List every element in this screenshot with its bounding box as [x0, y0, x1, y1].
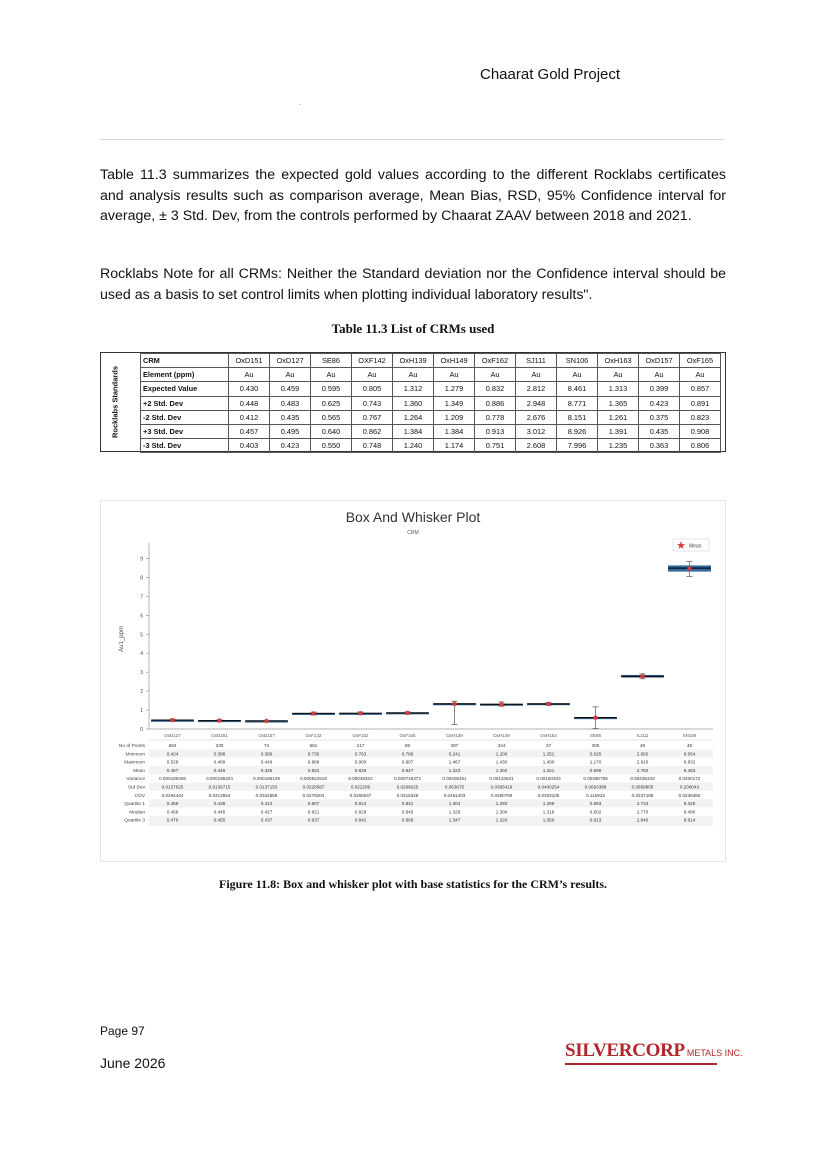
table-cell: 0.423	[639, 396, 680, 410]
stats-cell: 0.200043	[679, 784, 700, 790]
table-row	[141, 424, 721, 438]
stats-cell: 2.840	[636, 817, 649, 823]
table-header-cell: SJ111	[516, 354, 557, 368]
table-header-cell: SE86	[311, 354, 352, 368]
paragraph-rocklabs-note: Rocklabs Note for all CRMs: Neither the Standard deviation nor the Confidence interval should be used as a basis to set control limits when plotting individual laboratory results".	[100, 266, 726, 303]
table-cell: 0.550	[311, 439, 352, 453]
y-tick-label: 2	[140, 689, 143, 696]
x-tick-label: OxD157	[258, 733, 275, 738]
mean-marker	[546, 702, 550, 706]
stats-cell: 74	[263, 743, 270, 748]
stats-cell: 0.763	[354, 751, 367, 757]
table-cell: 8.926	[557, 424, 598, 438]
table-cell: 0.495	[270, 424, 311, 438]
header-divider	[100, 139, 724, 140]
legend-mean-marker: ★	[676, 540, 686, 552]
table-cell: 0.743	[352, 396, 393, 410]
stats-row-label: Std Dev	[127, 785, 145, 791]
stats-cell: 0.00480788	[583, 776, 608, 782]
footer-date: June 2026	[100, 1055, 166, 1071]
chart-title: Box And Whisker Plot	[345, 509, 481, 525]
stats-row-label: Variance	[126, 777, 145, 783]
stats-cell: 0.0400254	[537, 784, 560, 790]
stats-cell: 8.463	[683, 767, 696, 773]
stats-cell: 0.821	[307, 809, 320, 815]
table-cell: 0.751	[475, 439, 516, 453]
mean-marker	[170, 718, 174, 722]
table-cell: 8.771	[557, 396, 598, 410]
stats-cell: 0.476	[166, 817, 179, 823]
stats-cell: 0.598	[589, 767, 602, 773]
table-element-cell: Au	[352, 368, 393, 382]
table-cell: 0.767	[352, 410, 393, 424]
table-cell: 0.640	[311, 424, 352, 438]
mean-marker	[640, 674, 644, 678]
figure-caption: Figure 11.8: Box and whisker plot with base statistics for the CRM’s results.	[218, 877, 607, 891]
stats-cell: 0.807	[307, 801, 320, 807]
stats-cell: 0.00049324	[348, 776, 373, 782]
x-tick-label: OxF165	[399, 733, 416, 738]
x-tick-label: OxD127	[164, 733, 181, 738]
table-header-cell: SN106	[557, 354, 598, 368]
table-cell: 1.235	[598, 439, 639, 453]
chart-frame	[100, 500, 726, 862]
table-element-cell: Au	[434, 368, 475, 382]
stats-cell: 0.842	[354, 817, 367, 823]
y-tick-label: 5	[140, 632, 143, 639]
x-tick-label: OxH139	[446, 733, 463, 738]
stats-row-label: Quartile 3	[124, 818, 145, 824]
table-cell: 0.483	[270, 396, 311, 410]
stats-row-label: COV	[134, 793, 145, 799]
y-tick-label: 1	[140, 708, 143, 715]
stats-cell: 0.449	[260, 759, 273, 765]
table-element-cell: Au	[475, 368, 516, 382]
header-dot: .	[299, 98, 302, 107]
stats-cell: 0.602	[589, 809, 602, 815]
table-cell: 0.778	[475, 410, 516, 424]
stats-cell: 0.459	[166, 801, 179, 807]
stats-cell: 48	[686, 743, 693, 748]
stats-cell: 0.000718372	[394, 776, 421, 782]
stats-cell: 0.0322559	[255, 792, 278, 798]
mean-marker	[264, 719, 268, 723]
stats-cell: 1.467	[448, 759, 461, 765]
stats-cell: 37	[545, 743, 552, 748]
table-element-cell: Au	[639, 368, 680, 382]
table-cell: 0.832	[475, 382, 516, 396]
stats-cell: 1.304	[448, 801, 461, 807]
stats-cell: 2.734	[636, 801, 649, 807]
stats-cell: 1.321	[542, 767, 555, 773]
table-cell: 2.948	[516, 396, 557, 410]
stats-cell: 0.437	[260, 817, 273, 823]
stats-cell: 0.837	[307, 817, 320, 823]
stats-cell: 1.251	[542, 751, 555, 757]
company-logo	[565, 1040, 743, 1062]
stats-cell: 1.328	[448, 809, 461, 815]
stats-cell: 0.0365419	[490, 784, 513, 790]
stats-cell: 0.00405451	[442, 776, 467, 782]
stats-cell: 1.302	[495, 767, 508, 773]
x-tick-label: SJ111	[636, 733, 649, 738]
y-tick-label: 7	[140, 594, 143, 601]
stats-cell: 0.0236382	[678, 792, 701, 798]
stats-cell: 344	[497, 743, 506, 748]
table-cell: 8.461	[557, 382, 598, 396]
stats-cell: 8.325	[683, 801, 696, 807]
table-element-cell: Au	[393, 368, 434, 382]
stats-cell: 0.869	[401, 817, 414, 823]
table-row-label: +3 Std. Dev	[141, 424, 229, 438]
stats-cell: 0.0659805	[631, 784, 654, 790]
table-cell: 0.595	[311, 382, 352, 396]
table-row-label: -2 Std. Dev	[141, 410, 229, 424]
stats-cell: 0.398	[213, 751, 226, 757]
stats-cell: 0.386	[260, 751, 273, 757]
mean-marker	[311, 711, 315, 715]
stats-cell: 584	[168, 743, 177, 748]
stats-cell: 0.528	[166, 759, 179, 765]
stats-cell: 1.280	[495, 801, 508, 807]
stats-cell: 0.000522519	[300, 776, 327, 782]
stats-cell: 0.735	[307, 751, 320, 757]
table-cell: 7.996	[557, 439, 598, 453]
table-cell: 0.625	[311, 396, 352, 410]
table-cell: 2.676	[516, 410, 557, 424]
stats-row-label: Median	[129, 810, 145, 816]
stats-cell: 0.00435343	[630, 776, 655, 782]
table-element-cell: Au	[598, 368, 639, 382]
stats-cell: 2.650	[636, 751, 649, 757]
table-cell: 0.459	[270, 382, 311, 396]
stats-cell: 2.782	[636, 767, 649, 773]
table-header-cell: OxD151	[229, 354, 270, 368]
table-row-label: -3 Std. Dev	[141, 439, 229, 453]
table-row-label: +2 Std. Dev	[141, 396, 229, 410]
stats-cell: 0.847	[401, 767, 414, 773]
table-cell: 0.862	[352, 424, 393, 438]
stats-cell: 0.613	[589, 817, 602, 823]
stats-cell: 8.054	[683, 751, 696, 757]
table-cell: 1.391	[598, 424, 639, 438]
stats-cell: 8.614	[683, 817, 696, 823]
table-header-cell: OxH139	[393, 354, 434, 368]
side-label: Rocklabs Standards	[110, 365, 120, 439]
stats-cell: 2.910	[636, 759, 649, 765]
table-cell: 1.365	[598, 396, 639, 410]
stats-cell: 0.0278204	[302, 792, 325, 798]
y-tick-label: 0	[140, 727, 143, 733]
table-row	[141, 439, 721, 453]
stats-cell: 0.0137153	[255, 784, 278, 790]
mean-marker	[499, 702, 503, 706]
table-header-cell: OxH149	[434, 354, 475, 368]
table-cell: 1.240	[393, 439, 434, 453]
table-cell: 0.399	[639, 382, 680, 396]
stats-cell: 0.0280759	[490, 792, 513, 798]
stats-row-label: Quartile 1	[124, 802, 145, 808]
y-tick-label: 3	[140, 670, 143, 677]
table-cell: 0.363	[639, 439, 680, 453]
y-tick-label: 8	[140, 575, 143, 582]
table-header-cell: OXF142	[352, 354, 393, 368]
table-header-cell: OxF162	[475, 354, 516, 368]
mean-marker	[452, 702, 456, 706]
paragraph-summary: Table 11.3 summarizes the expected gold values according to the different Rocklabs certificates and analysis results such as comparison average, Mean Bias, RSD, 95% Confidence interval for average, ± 3 Std. Dev, from the controls performed by Chaarat ZAAV between 2018 and 2021.	[100, 167, 726, 224]
page-number: Page 97	[100, 1024, 145, 1038]
stats-row-band	[149, 816, 713, 824]
table-row	[141, 396, 721, 410]
x-tick-label: SE86	[589, 733, 602, 738]
stats-cell: 0.000188109	[253, 776, 280, 782]
y-tick-label: 6	[140, 613, 143, 620]
table-cell: 0.891	[680, 396, 721, 410]
logo-sub: METALS INC.	[686, 1048, 743, 1058]
table-title: Table 11.3 List of CRMs used	[331, 321, 495, 336]
x-tick-label: OxH163	[540, 733, 557, 738]
mean-marker	[687, 566, 691, 570]
stats-cell: 230	[215, 743, 224, 748]
stats-cell: 0.489	[213, 759, 226, 765]
table-element-cell: Au	[311, 368, 352, 382]
stats-cell: 0.424	[166, 751, 179, 757]
stats-row-label: No of Points	[118, 744, 145, 749]
table-row	[141, 382, 721, 396]
stats-cell: 0.000189406	[159, 776, 186, 782]
table-row	[141, 410, 721, 424]
stats-cell: 0.0268047	[349, 792, 372, 798]
stats-cell: 0.0316326	[396, 792, 419, 798]
table-cell: 0.806	[680, 439, 721, 453]
x-tick-label: SN106	[682, 733, 697, 738]
table-cell: 1.312	[393, 382, 434, 396]
table-cell: 1.349	[434, 396, 475, 410]
stats-cell: 0.241	[448, 751, 461, 757]
table-cell: 3.012	[516, 424, 557, 438]
table-cell: 1.384	[393, 424, 434, 438]
table-header-row	[141, 354, 721, 368]
table-element-cell: Au	[229, 368, 270, 382]
table-cell: 1.313	[598, 382, 639, 396]
table-header-cell: OxH163	[598, 354, 639, 368]
table-cell: 1.264	[393, 410, 434, 424]
table-cell: 0.913	[475, 424, 516, 438]
table-cell: 1.360	[393, 396, 434, 410]
header-title: Chaarat Gold Project	[480, 66, 621, 83]
stats-cell: 0.593	[589, 801, 602, 807]
stats-cell: 0.0313554	[208, 792, 231, 798]
stats-cell: 0.467	[166, 767, 179, 773]
stats-row-band	[149, 783, 713, 791]
y-tick-label: 4	[140, 651, 143, 658]
table-cell: 0.457	[229, 424, 270, 438]
stats-row-label: Maximum	[124, 760, 145, 766]
stats-cell: 0.427	[260, 809, 273, 815]
table-cell: 0.435	[639, 424, 680, 438]
stats-cell: 0.00133531	[489, 776, 514, 782]
stats-cell: 0.00160203	[536, 776, 561, 782]
table-element-label: Element (ppm)	[141, 368, 229, 382]
x-tick-label: OxH149	[493, 733, 510, 738]
stats-cell: 1.350	[542, 817, 555, 823]
stats-cell: 0.446	[213, 767, 226, 773]
stats-cell: 0.829	[354, 767, 367, 773]
logo-main: SILVERCORP	[565, 1040, 685, 1061]
stats-cell: 0.425	[260, 767, 273, 773]
stats-cell: 0.022209	[350, 784, 371, 790]
stats-cell: 89	[404, 743, 411, 748]
stats-cell: 0.412	[260, 801, 273, 807]
stats-cell: 0.889	[307, 759, 320, 765]
table-header-cell: OxF165	[680, 354, 721, 368]
table-element-cell: Au	[557, 368, 598, 382]
stats-cell: 1.347	[448, 817, 461, 823]
stats-cell: 1.300	[495, 809, 508, 815]
stats-cell: 8.832	[683, 759, 696, 765]
table-cell: 1.174	[434, 439, 475, 453]
table-cell: 1.279	[434, 382, 475, 396]
table-cell: 0.857	[680, 382, 721, 396]
stats-cell: 0.025	[589, 751, 602, 757]
mean-marker	[593, 715, 597, 719]
stats-cell: 0.445	[213, 809, 226, 815]
x-tick-label: OxF142	[305, 733, 322, 738]
stats-cell: 2.770	[636, 809, 649, 815]
stats-cell: 1.200	[495, 751, 508, 757]
table-header-cell: OxD157	[639, 354, 680, 368]
stats-cell: 0.000195204	[206, 776, 233, 782]
stats-cell: 0.0693388	[584, 784, 607, 790]
table-header-label: CRM	[141, 354, 229, 368]
stats-cell: 1.319	[542, 809, 555, 815]
table-element-cell: Au	[270, 368, 311, 382]
table-cell: 0.430	[229, 382, 270, 396]
table-cell: 0.403	[229, 439, 270, 453]
stats-cell: 0.0137625	[161, 784, 184, 790]
stats-cell: 0.063675	[444, 784, 465, 790]
stats-cell: 0.831	[401, 801, 414, 807]
crm-table	[140, 353, 721, 453]
table-cell: 0.805	[352, 382, 393, 396]
stats-cell: 0.455	[213, 817, 226, 823]
logo-underline	[565, 1063, 717, 1065]
table-element-cell: Au	[516, 368, 557, 382]
stats-row-band	[149, 749, 713, 757]
stats-cell: 0.436	[213, 801, 226, 807]
box-whisker-chart	[101, 501, 725, 861]
stats-cell: 0.822	[307, 767, 320, 773]
mean-marker	[217, 718, 221, 722]
stats-cell: 0.0400172	[678, 776, 701, 782]
table-element-cell: Au	[680, 368, 721, 382]
table-cell: 0.823	[680, 410, 721, 424]
stats-cell: 387	[450, 743, 459, 748]
table-cell: 0.908	[680, 424, 721, 438]
legend-mean-label: Mean	[689, 543, 702, 550]
stats-cell: 0.900	[354, 759, 367, 765]
stats-cell: 0.115915	[586, 792, 605, 798]
table-cell: 2.608	[516, 439, 557, 453]
stats-cell: 1.400	[542, 759, 555, 765]
stats-cell: 1.170	[589, 759, 602, 765]
table-cell: 0.448	[229, 396, 270, 410]
stats-cell: 0.0237188	[631, 792, 654, 798]
stats-cell: 0.828	[354, 809, 367, 815]
stats-cell: 0.0294444	[161, 792, 184, 798]
table-cell: 2.812	[516, 382, 557, 396]
table-header-cell: OxD127	[270, 354, 311, 368]
table-element-row	[141, 368, 721, 382]
stats-cell: 1.323	[448, 767, 461, 773]
mean-marker	[358, 711, 362, 715]
chart-subtitle: CRM	[407, 530, 419, 536]
stats-cell: 0.0139715	[208, 784, 231, 790]
stats-cell: 0.468	[166, 809, 179, 815]
stats-cell: 217	[356, 743, 365, 748]
y-axis-label: Au1_ppm	[119, 626, 125, 652]
table-cell: 0.748	[352, 439, 393, 453]
stats-cell: 8.490	[683, 809, 696, 815]
stats-cell: 0.814	[354, 801, 367, 807]
table-cell: 0.412	[229, 410, 270, 424]
stats-cell: 0.786	[401, 751, 414, 757]
x-tick-label: OxF162	[352, 733, 369, 738]
stats-row-band	[149, 799, 713, 807]
stats-cell: 0.0481403	[443, 792, 466, 798]
table-cell: 1.384	[434, 424, 475, 438]
table-row-label: Expected Value	[141, 382, 229, 396]
x-tick-label: OxD151	[211, 733, 228, 738]
stats-cell: 0.0228587	[302, 784, 325, 790]
stats-cell: 300	[591, 743, 600, 748]
stats-cell: 0.0268025	[396, 784, 419, 790]
table-cell: 0.435	[270, 410, 311, 424]
table-cell: 0.423	[270, 439, 311, 453]
stats-cell: 0.0303105	[537, 792, 560, 798]
stats-row-label: Mean	[133, 768, 145, 774]
table-cell: 1.209	[434, 410, 475, 424]
y-tick-label: 9	[140, 556, 143, 563]
stats-cell: 1.289	[542, 801, 555, 807]
stats-cell: 581	[309, 743, 318, 748]
table-cell: 1.261	[598, 410, 639, 424]
table-cell: 8.151	[557, 410, 598, 424]
table-cell: 0.375	[639, 410, 680, 424]
stats-cell: 1.320	[495, 817, 508, 823]
stats-cell: 1.430	[495, 759, 508, 765]
stats-cell: 0.845	[401, 809, 414, 815]
table-cell: 0.886	[475, 396, 516, 410]
stats-row-band	[149, 766, 713, 774]
stats-cell: 0.907	[401, 759, 414, 765]
stats-cell: 49	[639, 743, 646, 748]
stats-row-label: Minimum	[125, 752, 145, 758]
mean-marker	[405, 711, 409, 715]
table-cell: 0.565	[311, 410, 352, 424]
